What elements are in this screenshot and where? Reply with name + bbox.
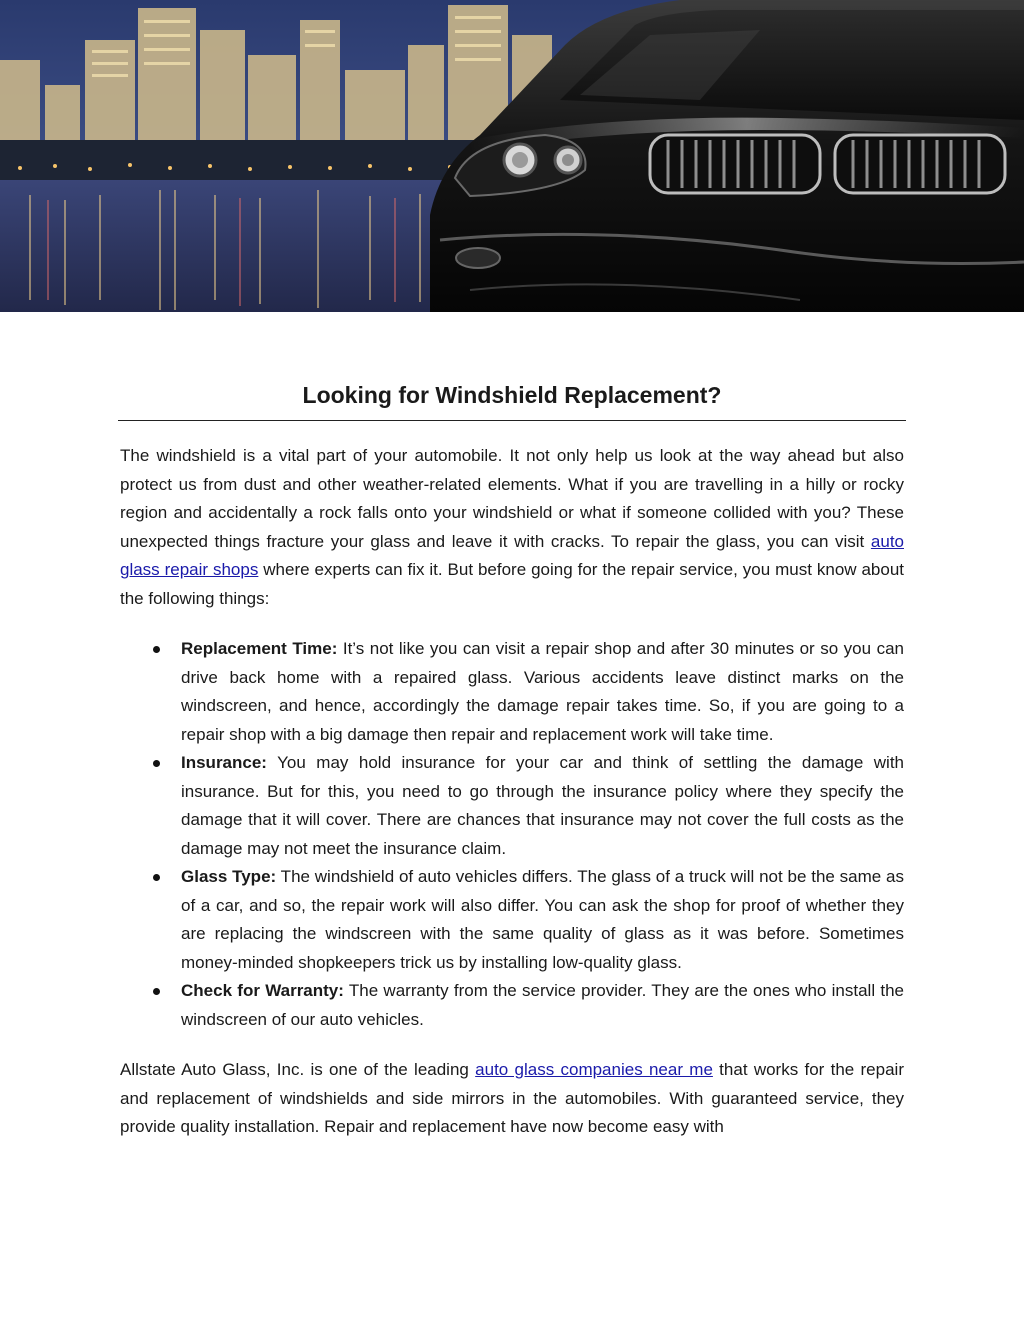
- list-item-text: It’s not like you can visit a repair shop and after 30 minutes or so you can drive back home with a repaired glass. Various accidents leave distinct marks on the windscreen, and hence, accordingly the damage repair takes time. So, if you are going to a repair shop with a big damage then repair and replacement work will take time.: [181, 639, 904, 744]
- list-item-insurance: [181, 749, 904, 863]
- list-item-text: The windshield of auto vehicles differs. The glass of a truck will not be the same as of a car, and so, the repair work will also differ. You can ask the shop for proof of whether they are replacing the windscreen with the same quality of glass as it was before. Sometimes money-minded shopkeepers trick us by installing low-quality glass.: [181, 867, 904, 972]
- header-banner-image: [0, 0, 1024, 312]
- list-item-replacement-time: [181, 635, 904, 749]
- list-item-term: Insurance:: [181, 753, 267, 772]
- intro-text-end: where experts can fix it. But before going for the repair service, you must know about the following things:: [120, 560, 905, 608]
- intro-paragraph: [120, 442, 904, 613]
- bullet-icon: [153, 988, 160, 995]
- list-item-glass-type: [181, 863, 904, 977]
- bullet-icon: [153, 874, 160, 881]
- bullet-icon: [153, 646, 160, 653]
- closing-text-end: that works for the repair and replacement of windshields and side mirrors in the automobiles. With guaranteed service, they provide quality installation. Repair and replacement have now become easy with: [120, 1060, 904, 1136]
- closing-paragraph: [120, 1056, 904, 1142]
- article-body: [120, 442, 904, 1142]
- closing-text-start: Allstate Auto Glass, Inc. is one of the leading: [120, 1060, 476, 1079]
- list-item-text: The warranty from the service provider. They are the ones who install the windscreen of our auto vehicles.: [181, 981, 904, 1029]
- intro-text-start: The windshield is a vital part of your automobile. It not only help us look at the way ahead but also protect us from dust and other weather-related elements. What if you are travelling in a hilly or rocky region and accidentally a rock falls onto your windshield or what if someone collided with you? These unexpected things fracture your glass and leave it with cracks. To repair the glass, you can visit: [120, 446, 904, 551]
- auto-glass-repair-shops-link[interactable]: auto glass repair shops: [120, 531, 904, 579]
- list-item-term: Replacement Time:: [181, 639, 338, 658]
- auto-glass-companies-near-me-link[interactable]: auto glass companies near me: [475, 1060, 713, 1079]
- page-title: Looking for Windshield Replacement?: [302, 382, 722, 408]
- bullet-icon: [153, 760, 160, 767]
- title-divider: [118, 420, 906, 421]
- list-item-text: You may hold insurance for your car and think of settling the damage with insurance. But for this, you need to go through the insurance policy where they specify the damage that it will cover. There are chances that insurance may not cover the full costs as the damage may not meet the insurance claim.: [181, 753, 904, 858]
- list-item-term: Glass Type:: [181, 867, 277, 886]
- list-item-check-for-warranty: [181, 977, 904, 1034]
- list-item-term: Check for Warranty:: [181, 981, 344, 1000]
- considerations-list: [120, 635, 904, 1034]
